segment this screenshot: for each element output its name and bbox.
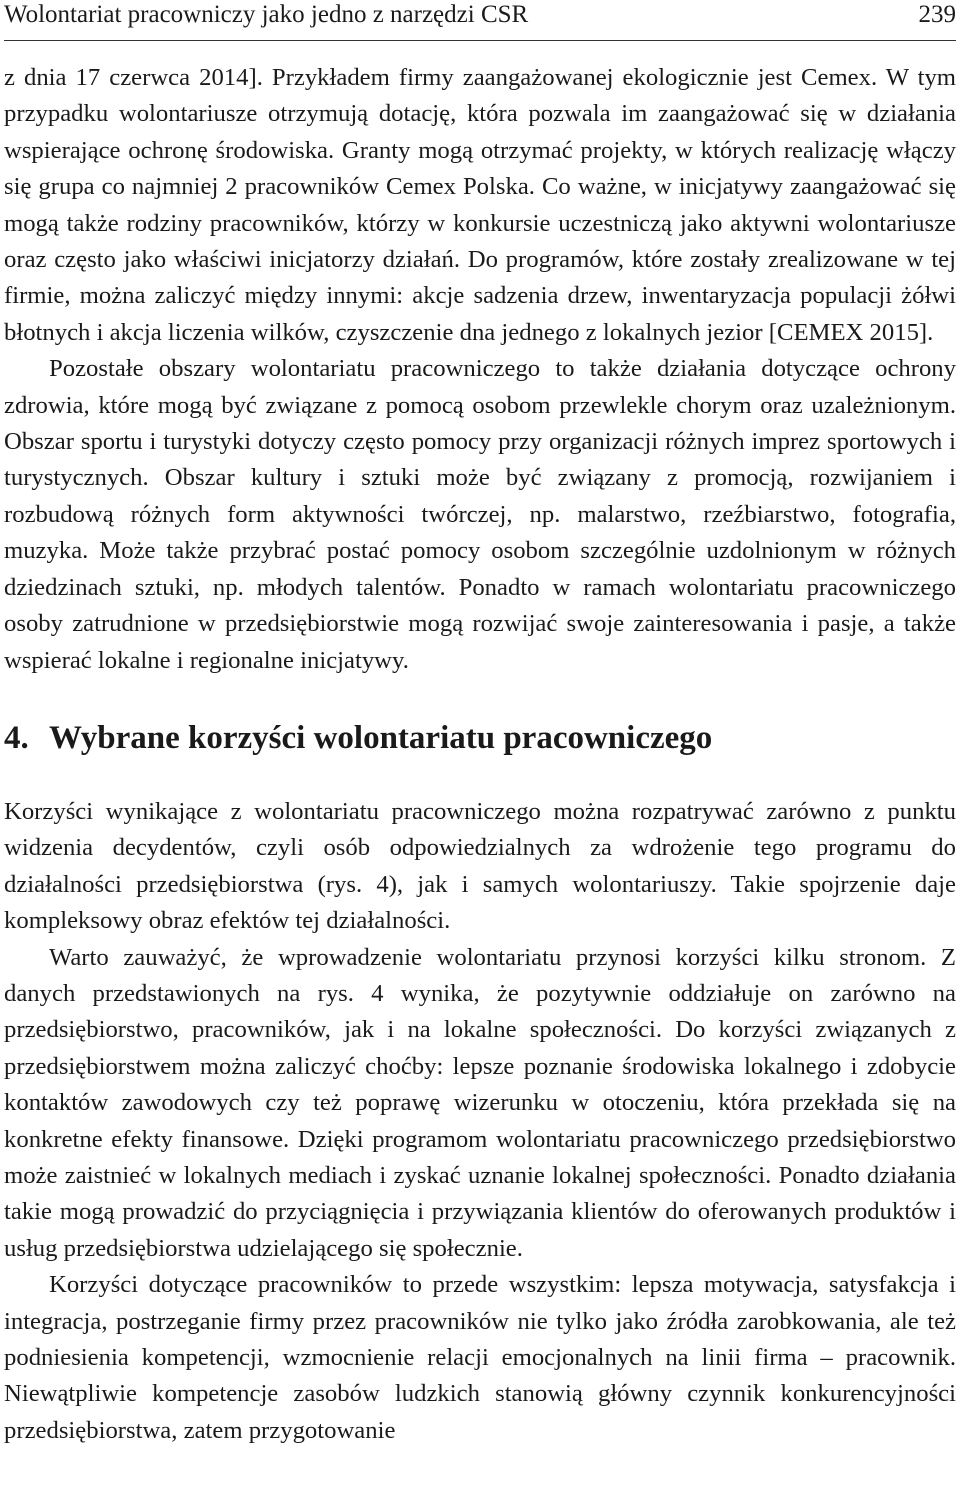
page-number: 239 (918, 1, 956, 28)
section-title: Wybrane korzyści wolontariatu pracowniczego (49, 719, 713, 756)
section-heading (4, 718, 956, 758)
paragraph-other-areas: Pozostałe obszary wolontariatu pracowniczego to także działania dotyczące ochrony zdrowia, które mogą być związane z pomocą osobom przewlekle chorym oraz uzależnionym. Obszar sportu i turystyki dotyczy często pomocy przy organizacji różnych imprez sportowych i turystycznych. Obszar kultury i sztuki może być związany z promocją, rozwijaniem i rozbudową różnych form aktywności twórczej, np. malarstwo, rzeźbiarstwo, fotografia, muzyka. Może także przybrać postać pomocy osobom szczególnie uzdolnionym w różnych dziedzinach sztuki, np. młodych talentów. Ponadto w ramach wolontariatu pracowniczego osoby zatrudnione w przedsiębiorstwie mogą rozwijać swoje zainteresowania i pasje, a także wspierać lokalne i regionalne inicjatywy. (4, 355, 956, 674)
body-text (4, 60, 956, 1449)
paragraph-employee-benefits: Korzyści dotyczące pracowników to przede wszystkim: lepsza motywacja, satysfakcja i integracja, postrzeganie firmy przez pracowników nie tylko jako źródła zarobkowania, ale też podniesienia kompetencji, wzmocnienie relacji emocjonalnych na linii firma – pracownik. Niewątpliwie kompetencje zasobów ludzkich stanowią główny czynnik konkurencyjności przedsiębiorstwa, zatem przygotowanie (4, 1271, 956, 1444)
paragraph-benefits-parties: Warto zauważyć, że wprowadzenie wolontariatu przynosi korzyści kilku stronom. Z danych przedstawionych na rys. 4 wynika, że pozytywnie oddziałuje on zarówno na przedsiębiorstwo, pracowników, jak i na lokalne społeczności. Do korzyści związanych z przedsiębiorstwem można zaliczyć choćby: lepsze poznanie środowiska lokalnego i zdobycie kontaktów zawodowych czy też poprawę wizerunku w otoczeniu, która przekłada się na konkretne efekty finansowe. Dzięki programom wolontariatu pracowniczego przedsiębiorstwo może zaistnieć w lokalnych mediach i zyskać uznanie lokalnej społeczności. Ponadto działania takie mogą prowadzić do przyciągnięcia i przywiązania klientów do oferowanych produktów i usług przedsiębiorstwa udzielającego się społecznie. (4, 943, 956, 1262)
paragraph-benefits-intro: Korzyści wynikające z wolontariatu pracowniczego można rozpatrywać zarówno z punktu widzenia decydentów, czyli osób odpowiedzialnych za wdrożenie tego programu do działalności przedsiębiorstwa (rys. 4), jak i samych wolontariuszy. Takie spojrzenie daje kompleksowy obraz efektów tej działalności. (4, 797, 956, 935)
section-number: 4. (4, 719, 29, 756)
paragraph-cemex-example: z dnia 17 czerwca 2014]. Przykładem firmy zaangażowanej ekologicznie jest Cemex. W tym przypadku wolontariusze otrzymują dotację, która pozwala im zaangażować się w działania wspierające ochronę środowiska. Granty mogą otrzymać projekty, w których realizację włączy się grupa co najmniej 2 pracowników Cemex Polska. Co ważne, w inicjatywy zaangażować się mogą także rodziny pracowników, którzy w konkursie uczestniczą jako aktywni wolontariusze oraz często jako właściwi inicjatorzy działań. Do programów, które zostały zrealizowane w tej firmie, można zaliczyć między innymi: akcje sadzenia drzew, inwentaryzacja populacji żółwi błotnych i akcja liczenia wilków, czyszczenie dna jednego z lokalnych jezior [CEMEX 2015]. (4, 64, 956, 346)
running-title: Wolontariat pracowniczy jako jedno z narzędzi CSR (4, 1, 529, 28)
running-header (4, 0, 956, 41)
